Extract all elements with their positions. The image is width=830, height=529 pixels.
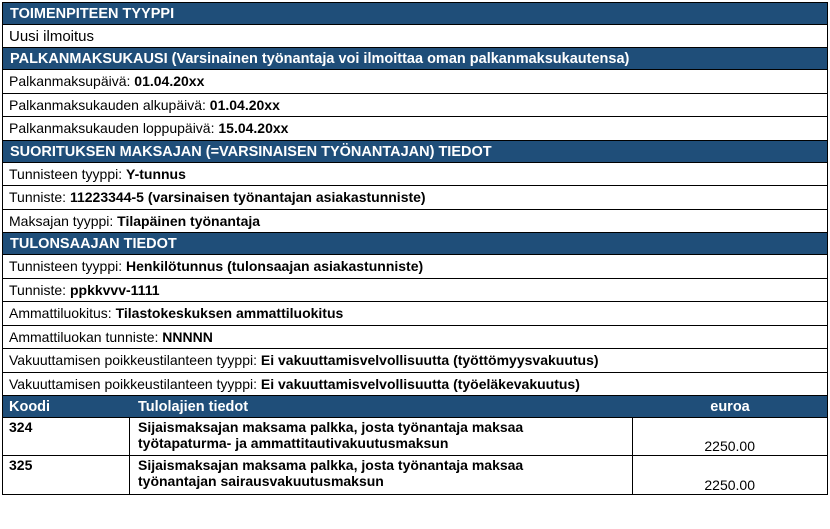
income-amount: 2250.00 [704,477,755,493]
section-header-action-type: TOIMENPITEEN TYYPPI [3,3,827,25]
section-header-pay-period: PALKANMAKSUKAUSI (Varsinainen työnantaja voi ilmoittaa oman palkanmaksukautensa) [3,48,827,70]
pay-period-start-row [3,94,827,118]
field-value: Henkilötunnus (tulonsaajan asiakastunniste) [126,258,424,274]
field-label: Palkanmaksupäivä: [9,73,131,89]
field-value: 01.04.20xx [134,73,205,89]
column-header-code: Koodi [9,399,51,415]
field-value: Ei vakuuttamisvelvollisuutta (työttömyysvakuutus) [260,352,599,368]
table-row [3,418,827,456]
insurance-exception-unemployment-row [3,349,827,373]
field-value: NNNNN [162,328,213,345]
field-value: 01.04.20xx [209,96,280,113]
field-label: Tunniste: [9,189,67,205]
pay-date-row [3,70,827,94]
payer-id-row [3,186,827,210]
payer-id-type-row [3,163,827,187]
table-row [3,456,827,494]
section-header-payer: SUORITUKSEN MAKSAJAN (=VARSINAISEN TYÖNANTAJAN) TIEDOT [3,141,827,163]
pay-period-end-row [3,117,827,141]
description-line: Sijaismaksajan maksama palkka, josta työnantaja maksaa [138,457,524,473]
income-table-header [3,396,827,418]
field-value: Tilastokeskuksen ammattiluokitus [115,305,344,321]
field-label: Ammattiluokan tunniste: [9,328,159,345]
field-value: 15.04.20xx [218,120,289,136]
field-label: Maksajan tyyppi: [9,212,114,229]
insurance-exception-pension-row [3,373,827,397]
field-label: Ammattiluokitus: [9,305,112,321]
income-register-document [2,2,828,495]
column-header-amount: euroa [710,399,750,415]
field-label: Palkanmaksukauden loppupäivä: [9,120,215,136]
section-header-recipient: TULONSAAJAN TIEDOT [3,233,827,255]
income-description [130,456,633,494]
description-line: Sijaismaksajan maksama palkka, josta työnantaja maksaa [138,419,524,435]
occupation-code-row [3,326,827,350]
income-description [130,418,633,455]
field-value: Y-tunnus [126,165,186,182]
payer-type-row [3,210,827,234]
field-label: Tunnisteen tyyppi: [9,165,123,182]
field-value: Ei vakuuttamisvelvollisuutta (työeläkevakuutus) [260,375,580,392]
income-amount: 2250.00 [704,438,755,454]
description-line: työnantajan sairausvakuutusmaksun [138,473,384,489]
field-label: Vakuuttamisen poikkeustilanteen tyyppi: [9,352,257,368]
field-label: Palkanmaksukauden alkupäivä: [9,96,206,113]
field-label: Tunnisteen tyyppi: [9,258,123,274]
action-type-value: Uusi ilmoitus [3,25,827,48]
income-code: 324 [3,418,130,455]
field-label: Vakuuttamisen poikkeustilanteen tyyppi: [9,375,257,392]
field-value: ppkkvvv-1111 [69,281,160,298]
description-line: työtapaturma- ja ammattitautivakuutusmaksun [138,435,449,451]
recipient-id-type-row [3,255,827,279]
field-label: Tunniste: [9,281,67,298]
occupation-classification-row [3,302,827,326]
column-header-description: Tulolajien tiedot [138,399,249,415]
income-code: 325 [3,456,130,494]
field-value: 11223344-5 (varsinaisen työnantajan asiakastunniste) [69,189,426,205]
recipient-id-row [3,279,827,303]
field-value: Tilapäinen työnantaja [117,212,261,229]
